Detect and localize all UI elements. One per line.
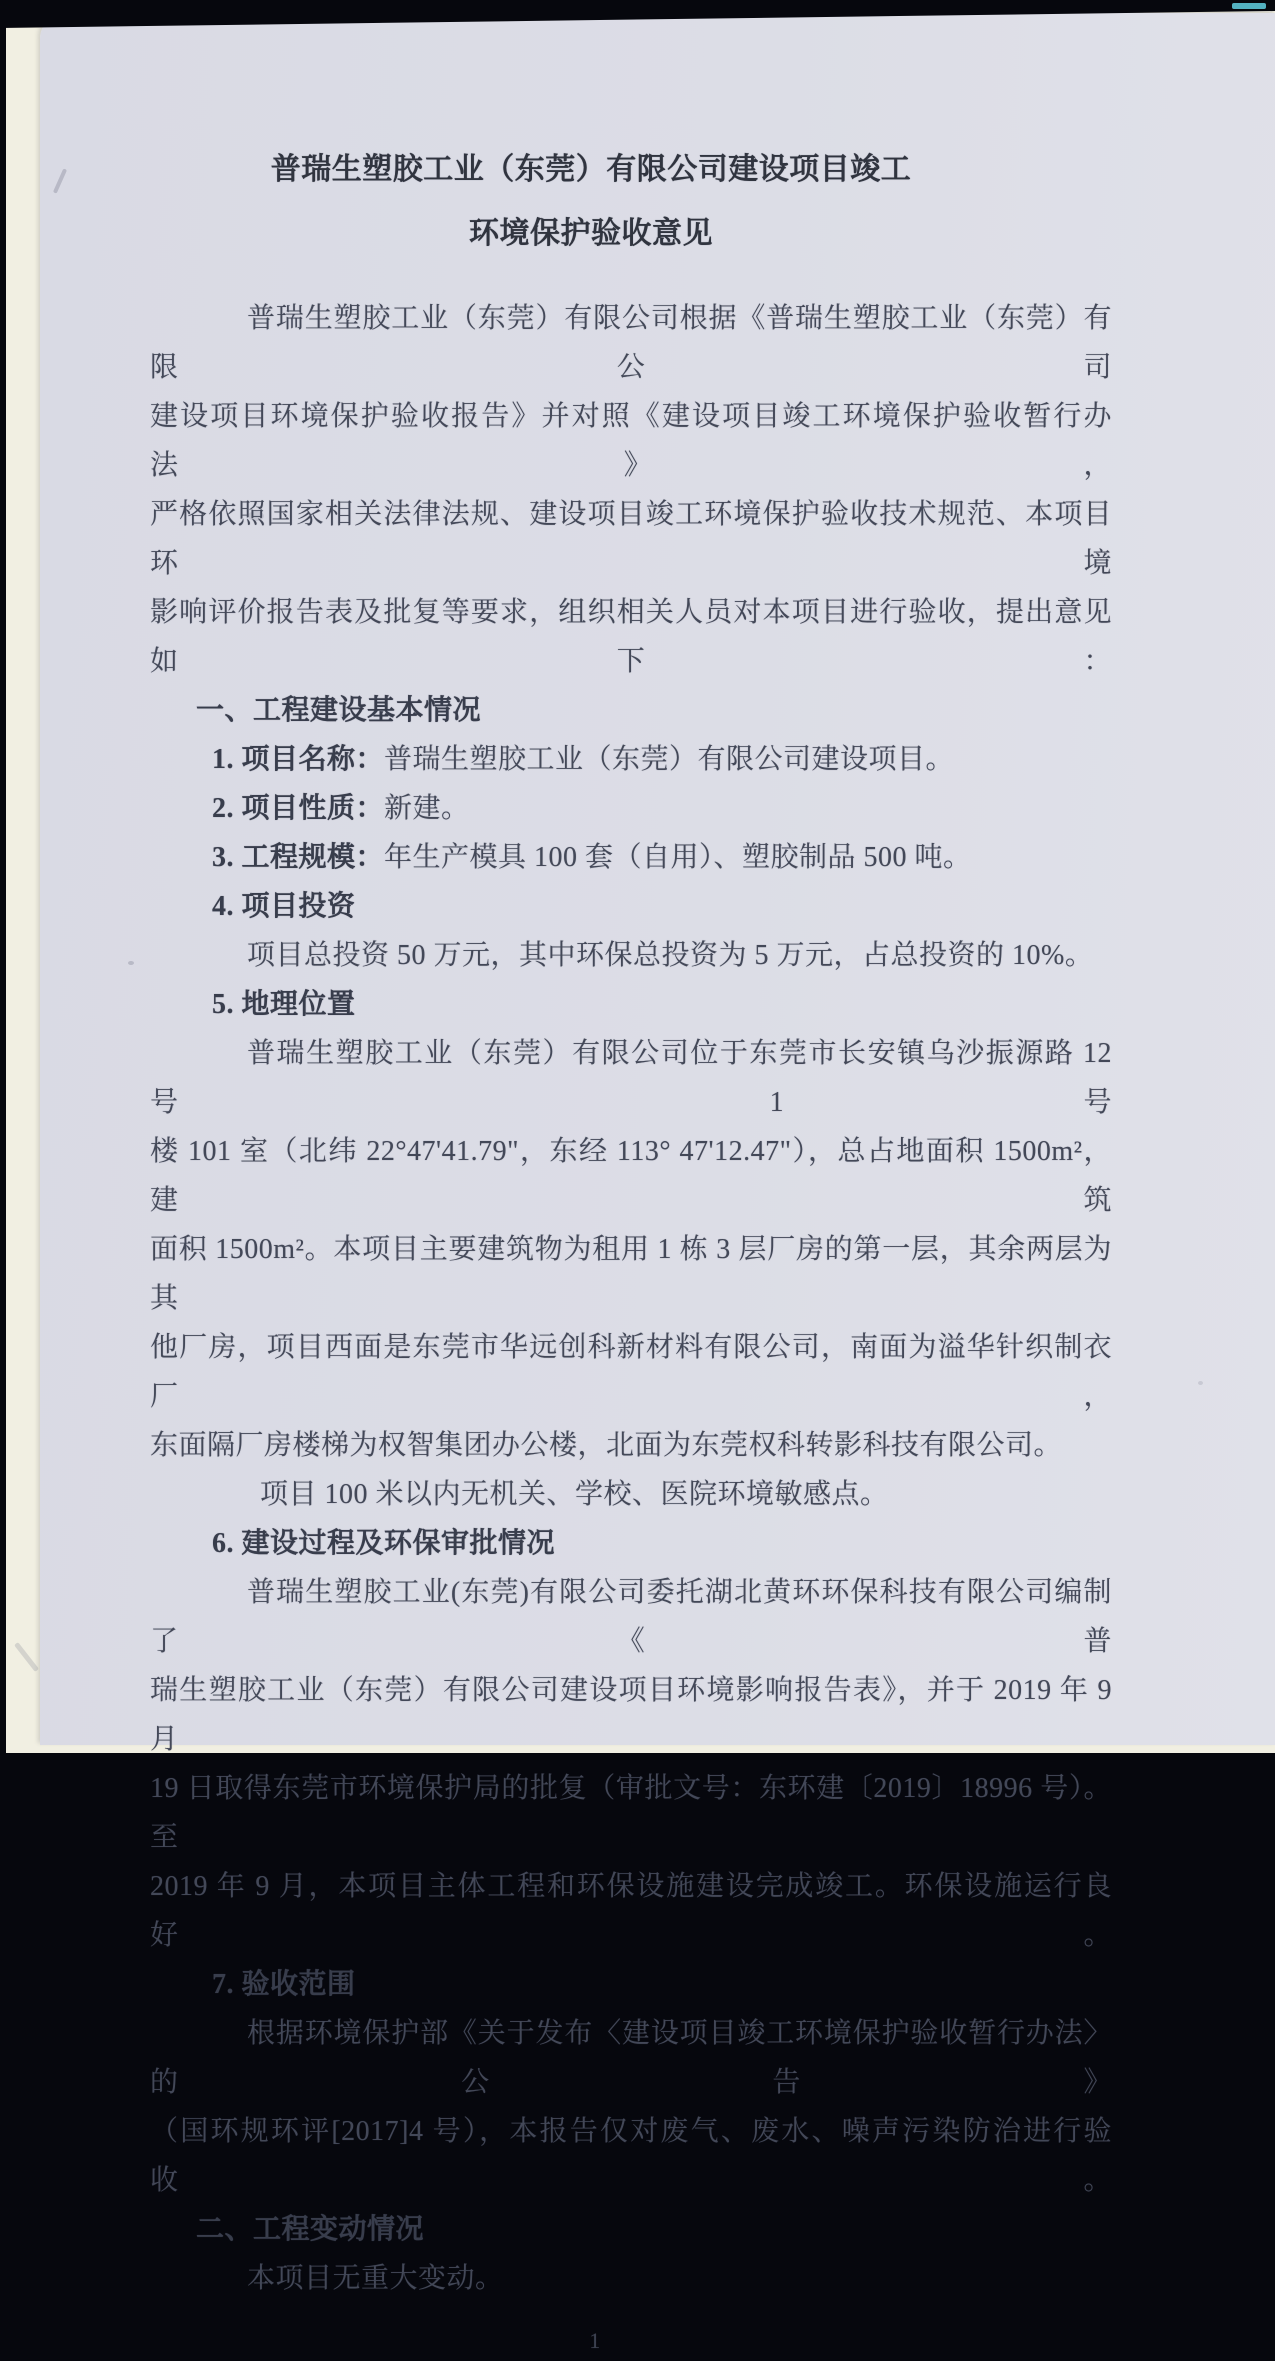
document-body (150, 138, 1112, 2361)
title-line-2: 环境保护验收意见 (469, 217, 713, 250)
approval-line: 2019 年 9 月，本项目主体工程和环保设施建设完成竣工。环保设施运行良好。 (150, 1871, 1112, 1951)
scan-edge-artifact (1232, 3, 1266, 9)
item-label: 1. 项目名称： (212, 744, 385, 775)
intro-line: 影响评价报告表及批复等要求，组织相关人员对本项目进行验收，提出意见如下： (150, 597, 1112, 677)
item-approval-heading: 6. 建设过程及环保审批情况 (212, 1528, 556, 1559)
item-value: 新建。 (384, 793, 470, 824)
sensitive-points-note: 项目 100 米以内无机关、学校、医院环境敏感点。 (260, 1479, 889, 1510)
section2-heading: 二、工程变动情况 (196, 2214, 425, 2245)
item-project-scale (212, 833, 1112, 882)
intro-line: 严格依照国家相关法律法规、建设项目竣工环境保护验收技术规范、本项目环境 (150, 499, 1112, 579)
item-project-nature (212, 784, 1112, 833)
item-investment-heading: 4. 项目投资 (212, 891, 356, 922)
document-text (150, 294, 1112, 2361)
item-location-heading: 5. 地理位置 (212, 989, 356, 1020)
item-value: 普瑞生塑胶工业（东莞）有限公司建设项目。 (384, 744, 955, 775)
scope-line: （国环规环评[2017]4 号），本报告仅对废气、废水、噪声污染防治进行验收。 (150, 2116, 1112, 2196)
approval-line: 普瑞生塑胶工业(东莞)有限公司委托湖北黄环环保科技有限公司编制了《普 (150, 1577, 1112, 1657)
page-number: 1 (589, 2328, 601, 2353)
scan-smudge (128, 961, 134, 965)
location-line: 他厂房，项目西面是东莞市华远创科新材料有限公司，南面为溢华针织制衣厂， (150, 1332, 1112, 1412)
intro-line: 普瑞生塑胶工业（东莞）有限公司根据《普瑞生塑胶工业（东莞）有限公司 (150, 303, 1112, 383)
document-title (110, 138, 1072, 266)
section2-paragraph: 本项目无重大变动。 (247, 2263, 504, 2294)
item-label: 3. 工程规模： (212, 842, 385, 873)
item-label: 2. 项目性质： (212, 793, 385, 824)
location-line: 普瑞生塑胶工业（东莞）有限公司位于东莞市长安镇乌沙振源路 12 号 1 号 (150, 1038, 1112, 1118)
approval-line: 19 日取得东莞市环境保护局的批复（审批文号：东环建〔2019〕18996 号）。至 (150, 1773, 1112, 1853)
section1-heading: 一、工程建设基本情况 (196, 695, 482, 726)
scope-line: 根据环境保护部《关于发布〈建设项目竣工环境保护验收暂行办法〉的公告》 (150, 2018, 1112, 2098)
item-project-name (212, 735, 1112, 784)
intro-line: 建设项目环境保护验收报告》并对照《建设项目竣工环境保护验收暂行办法》， (150, 401, 1112, 481)
title-line-1: 普瑞生塑胶工业（东莞）有限公司建设项目竣工 (270, 153, 912, 186)
item-value: 年生产模具 100 套（自用）、塑胶制品 500 吨。 (384, 842, 972, 873)
location-line: 东面隔厂房楼梯为权智集团办公楼，北面为东莞权科转影科技有限公司。 (150, 1430, 1063, 1461)
scan-smudge (1198, 1381, 1203, 1385)
item-scope-heading: 7. 验收范围 (212, 1969, 356, 2000)
location-line: 面积 1500m²。本项目主要建筑物为租用 1 栋 3 层厂房的第一层，其余两层为其 (150, 1234, 1112, 1314)
approval-line: 瑞生塑胶工业（东莞）有限公司建设项目环境影响报告表》，并于 2019 年 9 月 (150, 1675, 1112, 1755)
investment-paragraph: 项目总投资 50 万元，其中环保总投资为 5 万元，占总投资的 10%。 (247, 940, 1094, 971)
location-line: 楼 101 室（北纬 22°47'41.79"，东经 113° 47'12.47"），总占地面积 1500m²，建筑 (150, 1136, 1112, 1216)
